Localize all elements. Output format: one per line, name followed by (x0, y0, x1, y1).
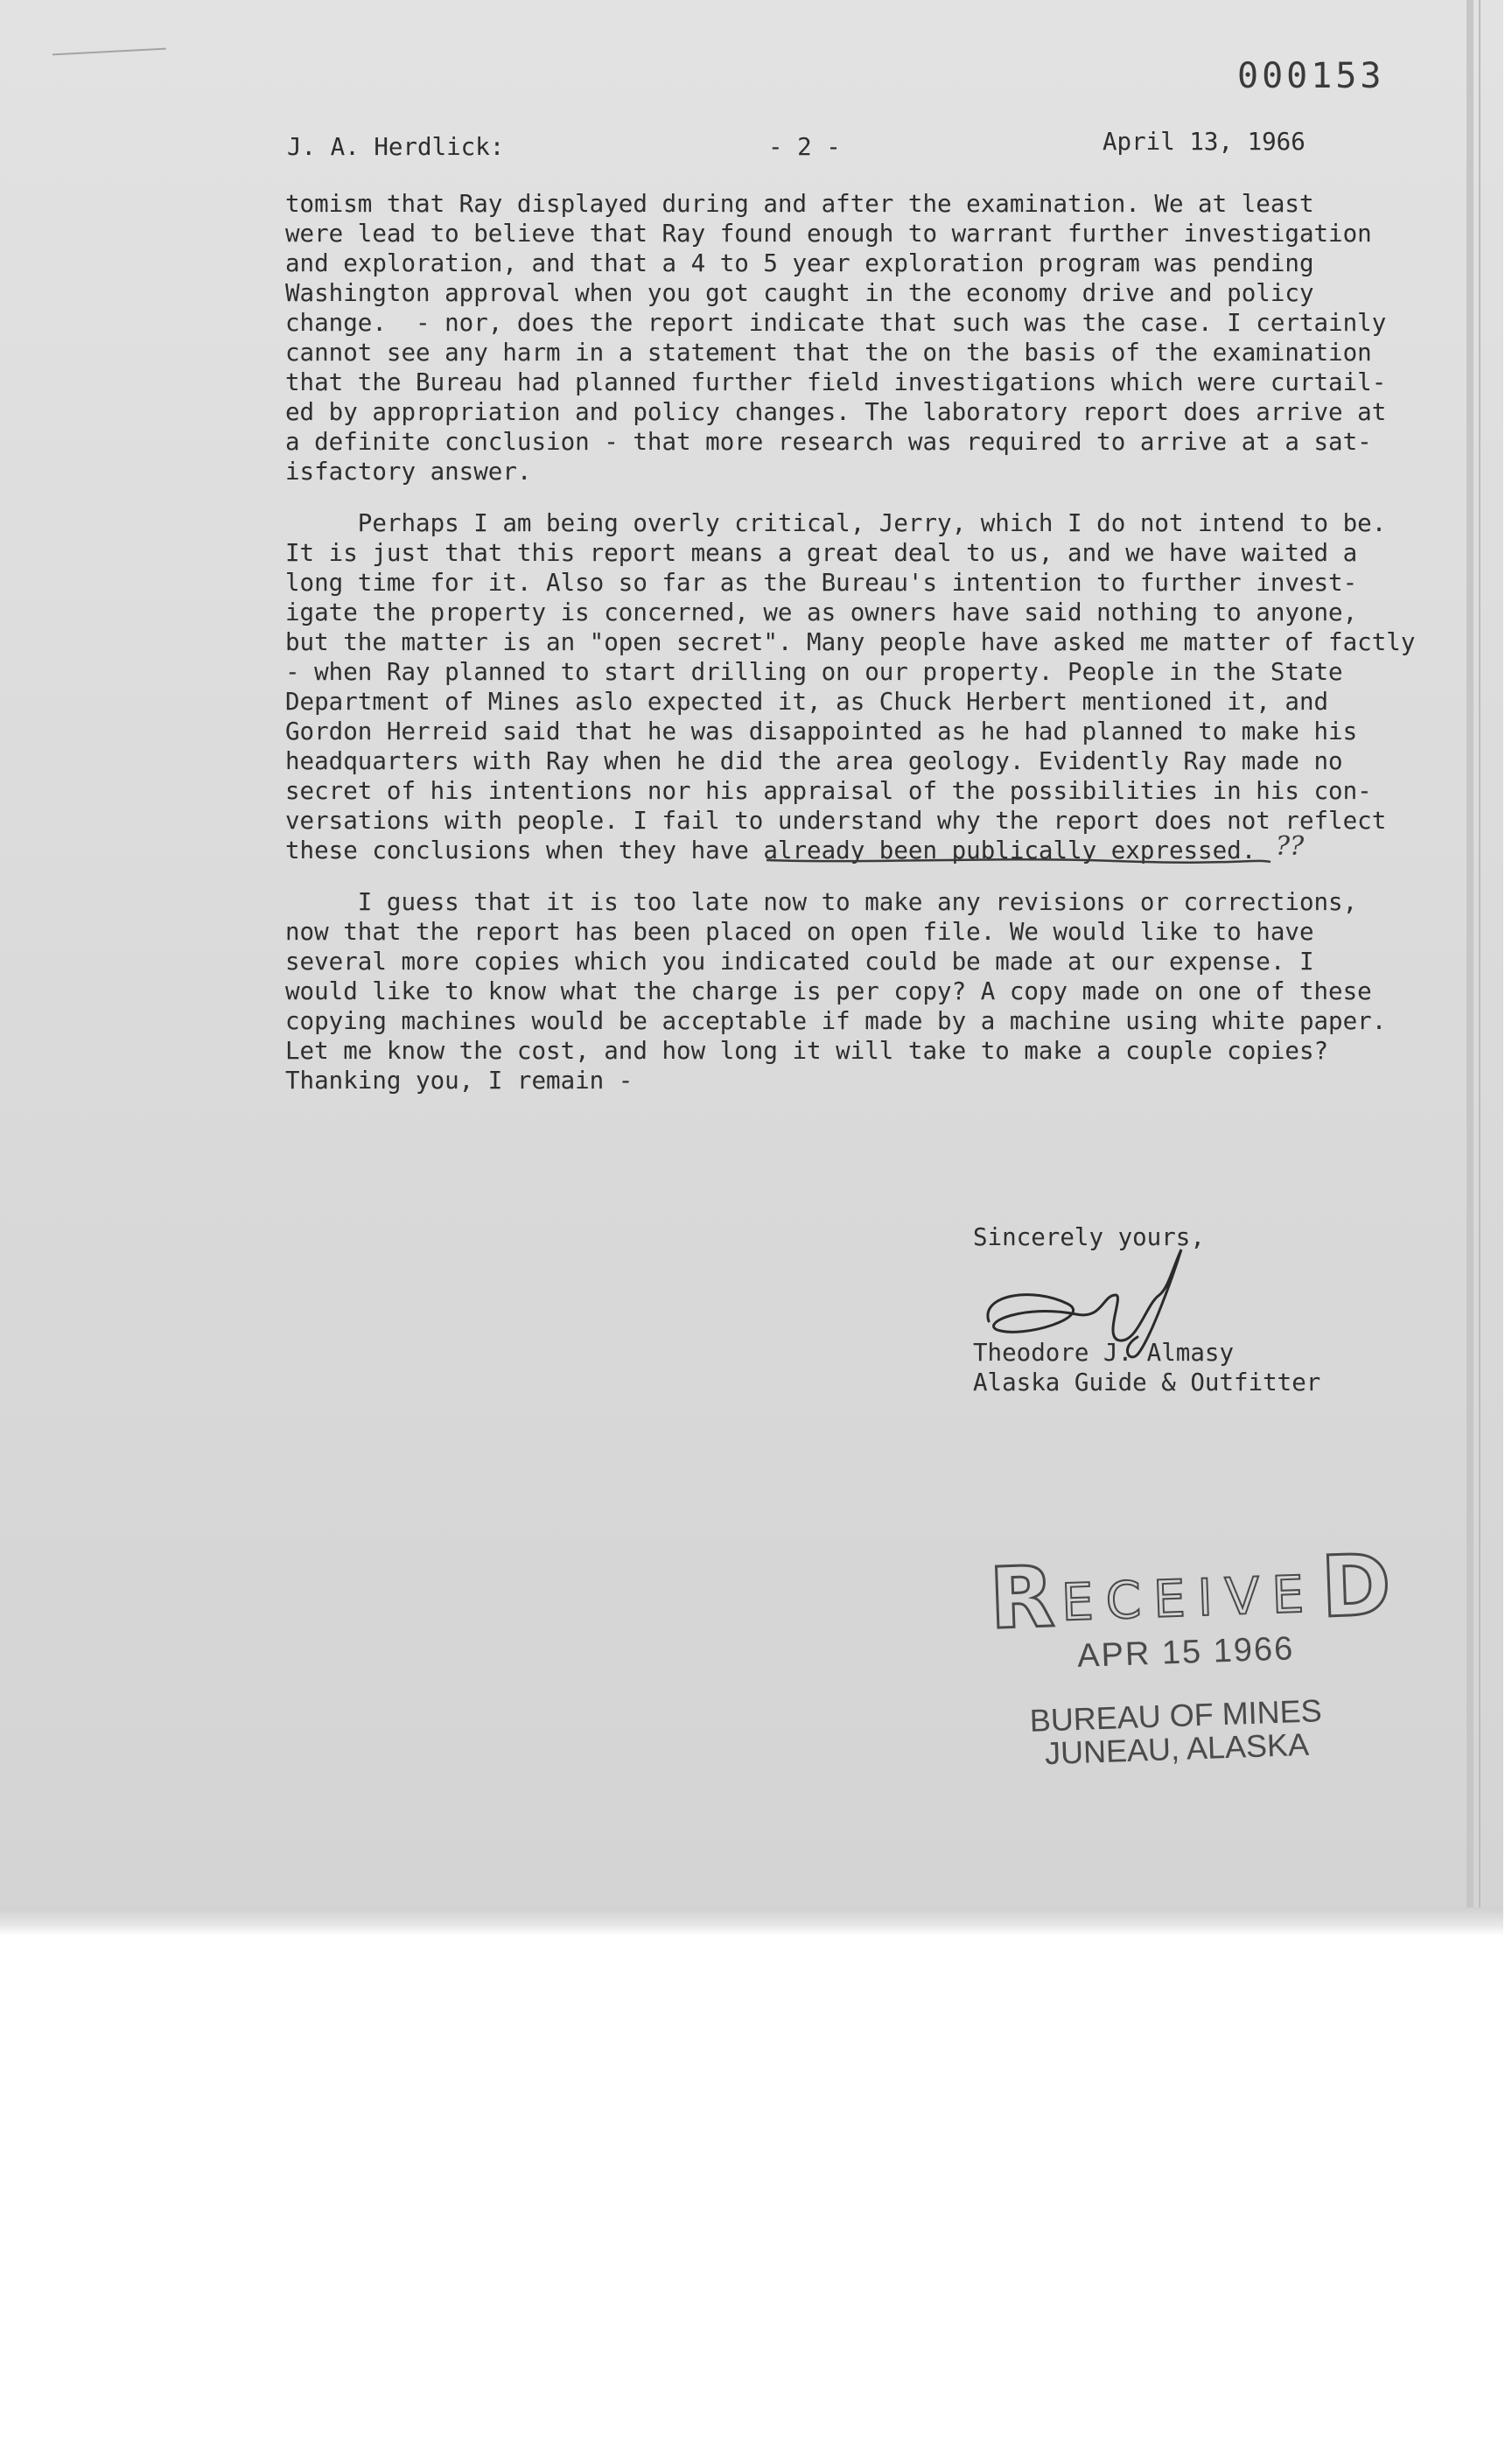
text-line: Gordon Herreid said that he was disappointed as he had planned to make his (285, 718, 1358, 746)
text-line: igate the property is concerned, we as owners have said nothing to anyone, (285, 598, 1358, 626)
stamp-letter-last: D (1319, 1536, 1393, 1637)
text-line: I guess that it is too late now to make any revisions or corrections, (285, 888, 1358, 916)
text-line: but the matter is an "open secret". Many people have asked me matter of factly (285, 628, 1416, 656)
text-line: versations with people. I fail to understand why the report does not reflect (285, 807, 1387, 835)
text-line: ed by appropriation and policy changes. The laboratory report does arrive at (285, 398, 1387, 426)
text-line: Department of Mines aslo expected it, as Chuck Herbert mentioned it, and (285, 688, 1329, 716)
handwritten-question-marks: ?? (1276, 831, 1305, 862)
header-page-number: - 2 - (768, 133, 841, 161)
paragraph (285, 887, 1449, 1096)
text-line: Let me know the cost, and how long it will take to make a couple copies? (285, 1037, 1329, 1065)
paragraph (285, 508, 1449, 865)
text-line: isfactory answer. (285, 458, 532, 486)
stamp-letter-first: R (987, 1547, 1056, 1648)
stamp-org-line2: JUNEAU, ALASKA (1044, 1726, 1310, 1772)
stamp-org-line1: BUREAU OF MINES (1029, 1692, 1323, 1739)
text-line: - when Ray planned to start drilling on our property. People in the State (285, 658, 1343, 686)
header-date: April 13, 1966 (1102, 128, 1306, 156)
paper-edge-shadow (1466, 0, 1474, 1916)
text-line: tomism that Ray displayed during and after the examination. We at least (285, 190, 1314, 218)
handwritten-underline (765, 853, 1272, 867)
text-line: Perhaps I am being overly critical, Jerry, which I do not intend to be. (285, 509, 1387, 537)
header-recipient: J. A. Herdlick: (287, 133, 505, 161)
text-line: It is just that this report means a great deal to us, and we have waited a (285, 539, 1358, 567)
stamp-organization (1000, 1693, 1352, 1772)
closing: Sincerely yours, (973, 1223, 1205, 1251)
page-bottom-edge (0, 1908, 1503, 1936)
letter-body (285, 189, 1449, 1117)
text-line: would like to know what the charge is per copy? A copy made on one of these (285, 977, 1372, 1005)
paper-edge-line (1479, 0, 1480, 1925)
text-line: headquarters with Ray when he did the area geology. Evidently Ray made no (285, 747, 1343, 775)
stamp-date: APR 15 1966 (1076, 1630, 1295, 1675)
text-line: Washington approval when you got caught in the economy drive and policy (285, 279, 1314, 307)
text-line: Thanking you, I remain - (285, 1067, 634, 1095)
text-line: a definite conclusion - that more research was required to arrive at a sat- (285, 428, 1372, 456)
text-line: copying machines would be acceptable if made by a machine using white paper. (285, 1007, 1387, 1035)
paragraph (285, 189, 1449, 486)
text-line: were lead to believe that Ray found enough to warrant further investigation (285, 220, 1372, 248)
signer-name: Theodore J. Almasy (973, 1339, 1235, 1367)
received-stamp (987, 1536, 1393, 1802)
text-line: these conclusions when they have already been publically expressed. (285, 836, 1256, 864)
text-line: cannot see any harm in a statement that the on the basis of the examination (285, 339, 1372, 367)
text-line: now that the report has been placed on open file. We would like to have (285, 918, 1314, 946)
text-line: several more copies which you indicated could be made at our expense. I (285, 948, 1314, 976)
document-number: 000153 (1237, 56, 1385, 96)
stamp-received-word (987, 1536, 1393, 1648)
text-line: and exploration, and that a 4 to 5 year exploration program was pending (285, 249, 1314, 277)
text-line: secret of his intentions nor his appraisal of the possibilities in his con- (285, 777, 1372, 805)
signer-title: Alaska Guide & Outfitter (973, 1368, 1321, 1396)
text-line: change. - nor, does the report indicate that such was the case. I certainly (285, 309, 1387, 337)
text-line: that the Bureau had planned further field investigations which were curtail- (285, 368, 1387, 396)
stamp-letters-middle: ECEIVE (1060, 1564, 1318, 1633)
text-line: long time for it. Also so far as the Bureau's intention to further invest- (285, 569, 1358, 597)
